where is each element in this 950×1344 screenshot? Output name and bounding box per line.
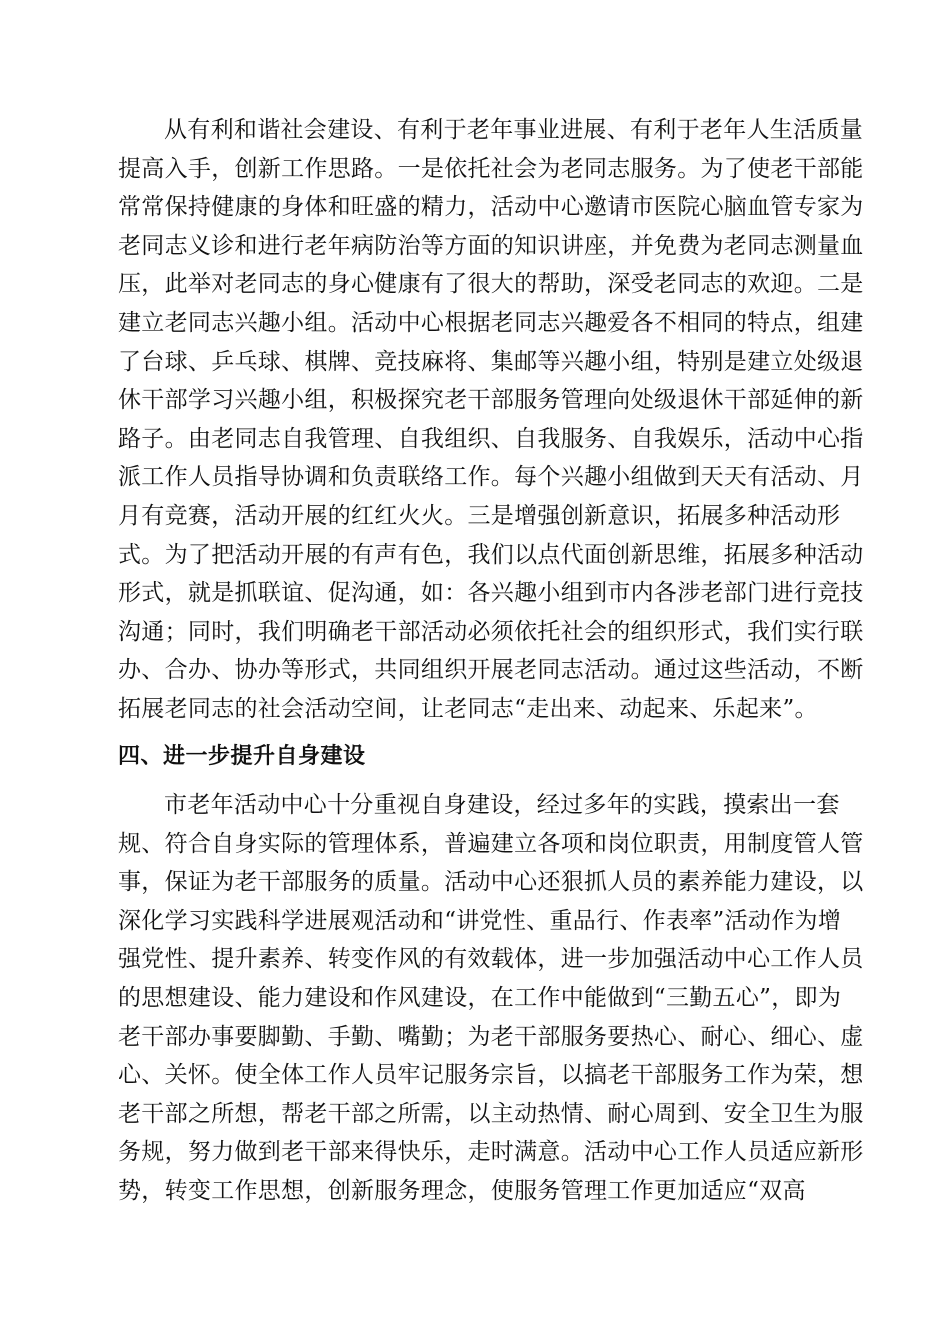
paragraph-line: 规、符合自身实际的管理体系，普遍建立各项和岗位职责，用制度管人管 xyxy=(118,830,864,857)
paragraph-line: 老干部之所想，帮老干部之所需，以主动热情、耐心周到、安全卫生为服 xyxy=(118,1100,864,1127)
paragraph-line: 形式，就是抓联谊、促沟通，如：各兴趣小组到市内各涉老部门进行竞技 xyxy=(118,580,864,607)
section-heading: 四、进一步提升自身建设 xyxy=(118,744,366,769)
paragraph-line: 从有利和谐社会建设、有利于老年事业进展、有利于老年人生活质量 xyxy=(164,117,863,143)
paragraph-line: 老同志义诊和进行老年病防治等方面的知识讲座，并免费为老同志测量血 xyxy=(118,232,864,259)
paragraph-line: 建立老同志兴趣小组。活动中心根据老同志兴趣爱各不相同的特点，组建 xyxy=(118,309,864,336)
paragraph-line: 事，保证为老干部服务的质量。活动中心还狠抓人员的素养能力建设，以 xyxy=(118,869,864,896)
paragraph-line: 路子。由老同志自我管理、自我组织、自我服务、自我娱乐，活动中心指 xyxy=(118,425,864,452)
paragraph-line: 休干部学习兴趣小组，积极探究老干部服务管理向处级退休干部延伸的新 xyxy=(118,387,864,414)
paragraph-line: 月有竞赛，活动开展的红红火火。三是增强创新意识，拓展多种活动形 xyxy=(118,502,841,529)
paragraph-line: 沟通；同时，我们明确老干部活动必须依托社会的组织形式，我们实行联 xyxy=(118,618,864,645)
paragraph-line: 深化学习实践科学进展观活动和“讲党性、重品行、作表率”活动作为增 xyxy=(118,907,842,934)
paragraph-line: 的思想建设、能力建设和作风建设，在工作中能做到“三勤五心”，即为 xyxy=(118,984,842,1011)
paragraph-line: 了台球、乒乓球、棋牌、竞技麻将、集邮等兴趣小组，特别是建立处级退 xyxy=(118,348,864,375)
paragraph-line: 派工作人员指导协调和负责联络工作。每个兴趣小组做到天天有活动、月 xyxy=(118,464,864,491)
paragraph-line: 市老年活动中心十分重视自身建设，经过多年的实践，摸索出一套 xyxy=(164,792,840,818)
paragraph-line: 常常保持健康的身体和旺盛的精力，活动中心邀请市医院心脑血管专家为 xyxy=(118,194,864,221)
paragraph-line: 拓展老同志的社会活动空间，让老同志“走出来、动起来、乐起来”。 xyxy=(118,695,818,722)
paragraph-line: 老干部办事要脚勤、手勤、嘴勤；为老干部服务要热心、耐心、细心、虚 xyxy=(118,1023,864,1050)
paragraph-line: 办、合办、协办等形式，共同组织开展老同志活动。通过这些活动，不断 xyxy=(118,657,864,684)
paragraph-line: 强党性、提升素养、转变作风的有效载体，进一步加强活动中心工作人员 xyxy=(118,946,864,973)
paragraph-self-building xyxy=(118,786,864,1211)
paragraph-line: 式。为了把活动开展的有声有色，我们以点代面创新思维，拓展多种活动 xyxy=(118,541,864,568)
paragraph-line: 务规，努力做到老干部来得快乐，走时满意。活动中心工作人员适应新形 xyxy=(118,1139,864,1166)
paragraph-line: 心、关怀。使全体工作人员牢记服务宗旨，以搞老干部服务工作为荣，想 xyxy=(118,1062,864,1089)
paragraph-line: 提高入手，创新工作思路。一是依托社会为老同志服务。为了使老干部能 xyxy=(118,155,864,182)
paragraph-line: 势，转变工作思想，创新服务理念，使服务管理工作更加适应“双高 xyxy=(118,1177,806,1204)
paragraph-senior-services xyxy=(118,111,864,729)
paragraph-line: 压，此举对老同志的身心健康有了很大的帮助，深受老同志的欢迎。二是 xyxy=(118,271,864,298)
